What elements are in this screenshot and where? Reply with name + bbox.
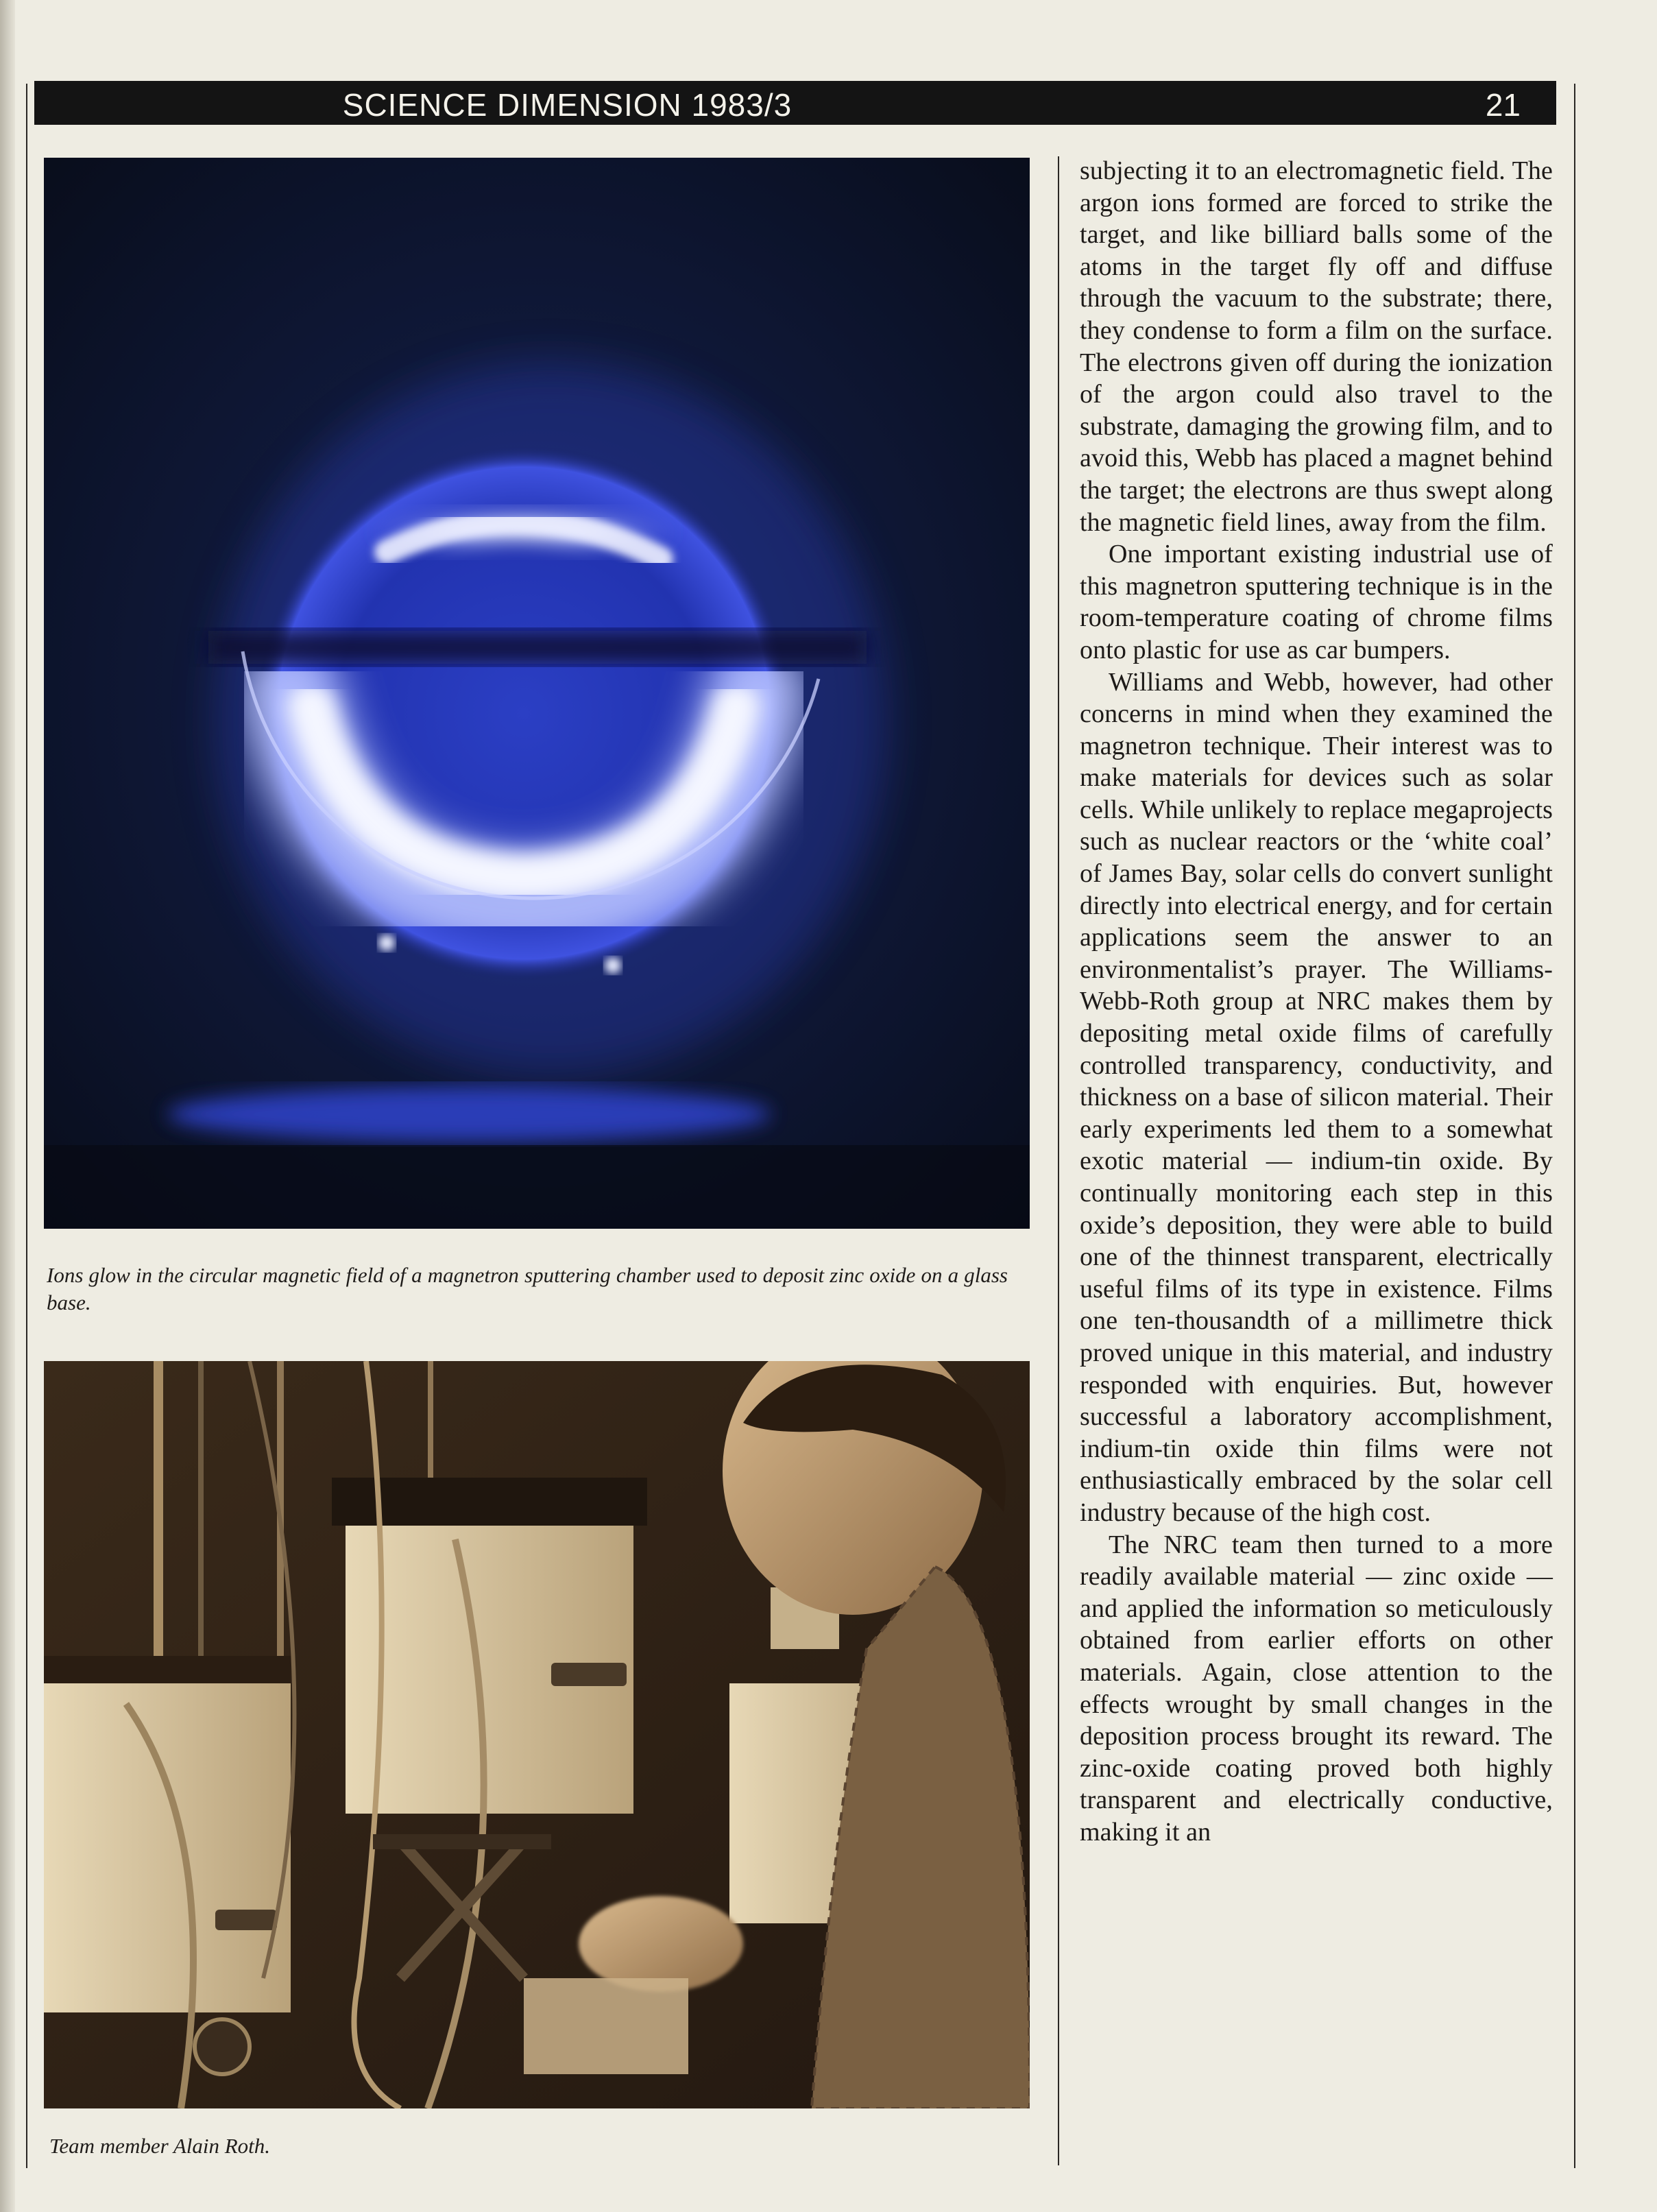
- article-paragraph-3: Williams and Webb, however, had other concerns in mind when they examined the magnetron technique. Their interest was to make materials for devices such as solar cells. While unlikely to replace megaprojects such as nuclear reactors or the ‘white coal’ of James Bay, solar cells do convert sunlight directly into electrical energy, and for certain applications seem the answer to an environmentalist’s prayer. The Williams-Webb-Roth group at NRC makes them by depositing metal oxide films of carefully controlled transparency, conductivity, and thickness on a base of silicon material. Their early experiments led them to a somewhat exotic material — indium-tin oxide. By continually monitoring each step in this oxide’s deposition, they were able to build one of the thinnest transparent, electrically useful films of its type in existence. Films one ten-thousandth of a millimetre thick proved unique in this material, and industry responded with enquiries. But, however successful a laboratory accomplishment, indium-tin oxide thin films were not enthusiastically embraced by the solar cell industry because of the high cost.: [1080, 667, 1553, 1527]
- publication-title: SCIENCE DIMENSION 1983/3: [342, 87, 793, 123]
- running-header: [34, 81, 1556, 125]
- article-column: [1080, 155, 1553, 1848]
- lab-equipment-team-member-photo: [44, 1361, 1030, 2108]
- column-divider-rule: [1058, 156, 1059, 2165]
- figure-caption-team-member: Team member Alain Roth.: [49, 2134, 271, 2158]
- article-paragraph-1: subjecting it to an electromagnetic field. The argon ions formed are forced to strike the target, and like billiard balls some of the atoms in the target fly off and diffuse through the vacuum to the substrate; there, they condense to form a film on the surface. The electrons given off during the ionization of the argon could also travel to the substrate, damaging the growing film, and to avoid this, Webb has placed a magnet behind the target; the electrons are thus swept along the magnetic field lines, away from the film.: [1080, 156, 1553, 537]
- page-number: 21: [1485, 87, 1521, 123]
- magnetron-plasma-glow-photo: [44, 158, 1030, 1229]
- article-paragraph-2: One important existing industrial use of this magnetron sputtering technique is in the room-temperature coating of chrome films onto plastic for use as car bumpers.: [1080, 540, 1553, 664]
- page-binding-shadow: [0, 0, 15, 2212]
- article-paragraph-4: The NRC team then turned to a more readily available material — zinc oxide — and applied the information so meticulously obtained from earlier efforts on other materials. Again, close attention to the effects wrought by small changes in the deposition process brought its reward. The zinc-oxide coating proved both highly transparent and electrically conductive, making it an: [1080, 1530, 1553, 1847]
- left-margin-rule: [26, 84, 27, 2168]
- right-margin-rule: [1574, 84, 1575, 2168]
- figure-caption-plasma: Ions glow in the circular magnetic field of a magnetron sputtering chamber used to deposit zinc oxide on a glass base.: [47, 1263, 1008, 1314]
